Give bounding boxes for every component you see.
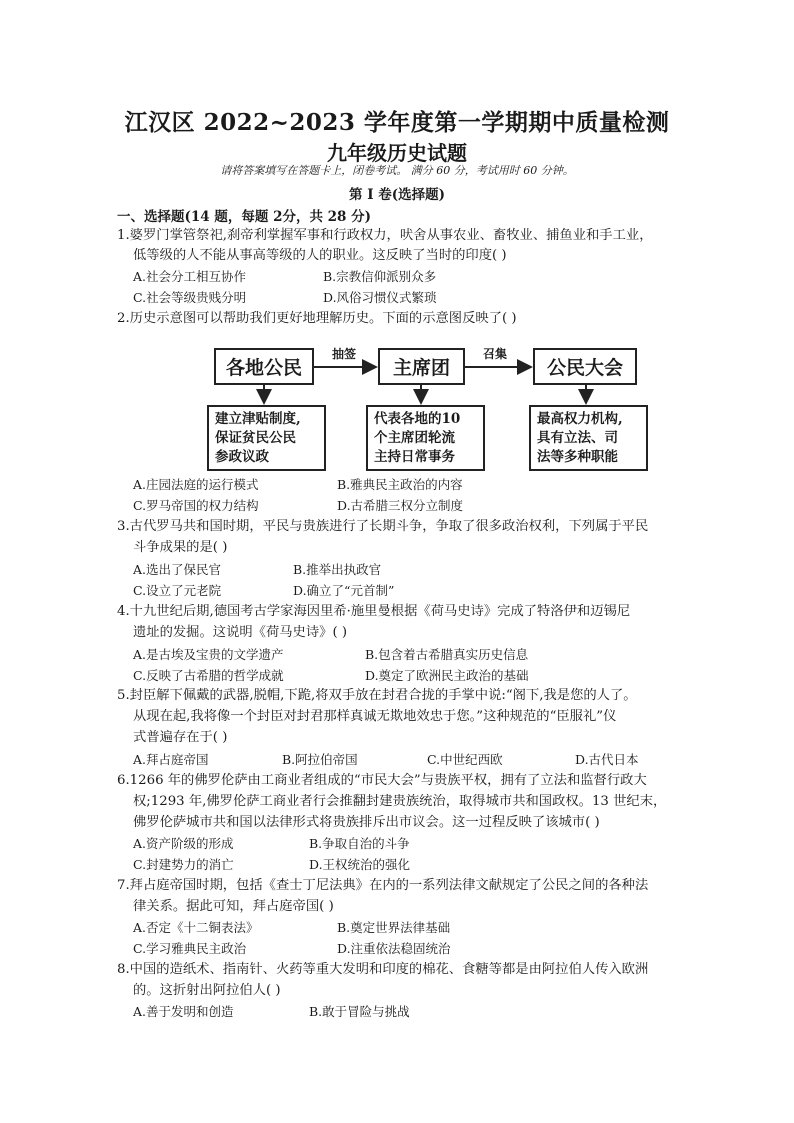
option-b[interactable]: B.雅典民主政治的内容 [337, 477, 463, 492]
option-d[interactable]: D.风俗习惯仪式繁琐 [323, 290, 437, 305]
option-c[interactable]: C.设立了元老院 [133, 583, 222, 598]
question-text: 2.历史示意图可以帮助我们更好地理解历史。下面的示意图反映了( ) [117, 311, 517, 326]
question-text: 3.古代罗马共和国时期，平民与贵族进行了长期斗争，争取了很多政治权利，下列属于平民 [117, 519, 649, 534]
desc-line: 建立津贴制度, [215, 410, 301, 427]
option-c[interactable]: C.封建势力的消亡 [133, 857, 234, 872]
option-b[interactable]: B.敢于冒险与挑战 [309, 1004, 410, 1019]
option-c[interactable]: C.中世纪西欧 [427, 752, 503, 767]
desc-line: 参政议政 [215, 448, 269, 465]
option-b[interactable]: B.推举出执政官 [293, 562, 382, 577]
desc-line: 法等多种职能 [537, 448, 618, 465]
option-d[interactable]: D.确立了“元首制” [293, 583, 395, 598]
box-presidium: 主席团 [378, 348, 465, 385]
question-text: 的。这折射出阿拉伯人( ) [133, 983, 281, 998]
option-b[interactable]: B.阿拉伯帝国 [282, 752, 358, 767]
arrow-label-convene: 召集 [483, 347, 508, 361]
question-text: 遗址的发掘。这说明《荷马史诗》( ) [133, 625, 348, 640]
question-text: 式普遍存在于( ) [133, 730, 228, 745]
option-d[interactable]: D.注重依法稳固统治 [337, 941, 451, 956]
page-subtitle: 九年级历史试题 [327, 141, 467, 165]
arrow-label-draw-lots: 抽签 [332, 347, 357, 361]
question-text: 律关系。据此可知，拜占庭帝国( ) [133, 899, 334, 914]
desc-line: 最高权力机构, [537, 410, 623, 427]
option-a[interactable]: A.社会分工相互协作 [133, 269, 247, 284]
option-d[interactable]: D.古代日本 [575, 752, 639, 767]
section-heading: 一、选择题(14 题，每题 2分，共 28 分) [117, 209, 372, 225]
desc-line: 具有立法、司 [537, 429, 618, 446]
page-title: 江汉区 2022~2023 学年度第一学期期中质量检测 [124, 109, 670, 136]
option-a[interactable]: A.资产阶级的形成 [133, 836, 234, 851]
question-text: 权;1293 年,佛罗伦萨工商业者行会推翻封建贵族统治，取得城市共和国政权。13 世纪末， [133, 794, 667, 809]
option-a[interactable]: A.否定《十二铜表法》 [133, 920, 259, 935]
option-d[interactable]: D.王权统治的强化 [309, 857, 411, 872]
option-c[interactable]: C.反映了古希腊的哲学成就 [133, 668, 284, 683]
question-text: 8.中国的造纸术、指南针、火药等重大发明和印度的棉花、食糖等都是由阿拉伯人传入欧洲 [117, 962, 649, 977]
box-citizens: 各地公民 [214, 348, 314, 385]
part-heading: 第 Ⅰ 卷(选择题) [349, 187, 445, 203]
desc-line: 保证贫民公民 [215, 429, 296, 446]
question-text: 7.拜占庭帝国时期，包括《查士丁尼法典》在内的一系列法律文献规定了公民之间的各种法 [117, 878, 649, 893]
desc-box-presidium [366, 405, 485, 471]
option-a[interactable]: A.是古埃及宝贵的文学遗产 [133, 647, 284, 662]
desc-line: 主持日常事务 [374, 448, 455, 465]
option-a[interactable]: A.选出了保民官 [133, 562, 222, 577]
option-b[interactable]: B.争取自治的斗争 [309, 836, 410, 851]
question-text: 低等级的人不能从事高等级的人的职业。这反映了当时的印度( ) [133, 248, 507, 263]
option-c[interactable]: C.社会等级贵贱分明 [133, 290, 247, 305]
option-a[interactable]: A.拜占庭帝国 [133, 752, 209, 767]
question-text: 1.婆罗门掌管祭祀,刹帝利掌握军事和行政权力，吠舍从事农业、畜牧业、捕鱼业和手工业， [117, 228, 653, 243]
option-b[interactable]: B.宗教信仰派别众多 [323, 269, 437, 284]
question-text: 斗争成果的是( ) [133, 540, 228, 555]
option-a[interactable]: A.善于发明和创造 [133, 1004, 234, 1019]
question-text: 5.封臣解下佩戴的武器,脱帽,下跪,将双手放在封君合拢的手掌中说:“阁下,我是您的人了。 [117, 688, 637, 703]
option-b[interactable]: B.奠定世界法律基础 [337, 920, 451, 935]
desc-line: 代表各地的10 [374, 410, 461, 427]
question-text: 从现在起,我将像一个封臣对封君那样真诚无欺地效忠于您。”这种规范的“臣服礼”仪 [133, 709, 617, 724]
desc-box-citizens [207, 405, 326, 471]
option-c[interactable]: C.罗马帝国的权力结构 [133, 498, 259, 513]
option-d[interactable]: D.古希腊三权分立制度 [337, 498, 464, 513]
question-text: 4.十九世纪后期,德国考古学家海因里希·施里曼根据《荷马史诗》完成了特洛伊和迈锡尼 [117, 604, 631, 619]
option-c[interactable]: C.学习雅典民主政治 [133, 941, 247, 956]
desc-line: 个主席团轮流 [374, 429, 455, 446]
question-text: 佛罗伦萨城市共和国以法律形式将贵族排斥出市议会。这一过程反映了该城市( ) [133, 815, 600, 830]
option-b[interactable]: B.包含着古希腊真实历史信息 [365, 647, 529, 662]
exam-instructions: 请将答案填写在答题卡上，闭卷考试。 满分 60 分，考试用时 60 分钟。 [220, 164, 574, 177]
option-d[interactable]: D.奠定了欧洲民主政治的基础 [365, 668, 529, 683]
desc-box-assembly [529, 405, 648, 471]
question-text: 6.1266 年的佛罗伦萨由工商业者组成的“市民大会”与贵族平权，拥有了立法和监督行政大 [117, 773, 647, 788]
option-a[interactable]: A.庄园法庭的运行模式 [133, 477, 259, 492]
box-assembly: 公民大会 [533, 348, 637, 385]
